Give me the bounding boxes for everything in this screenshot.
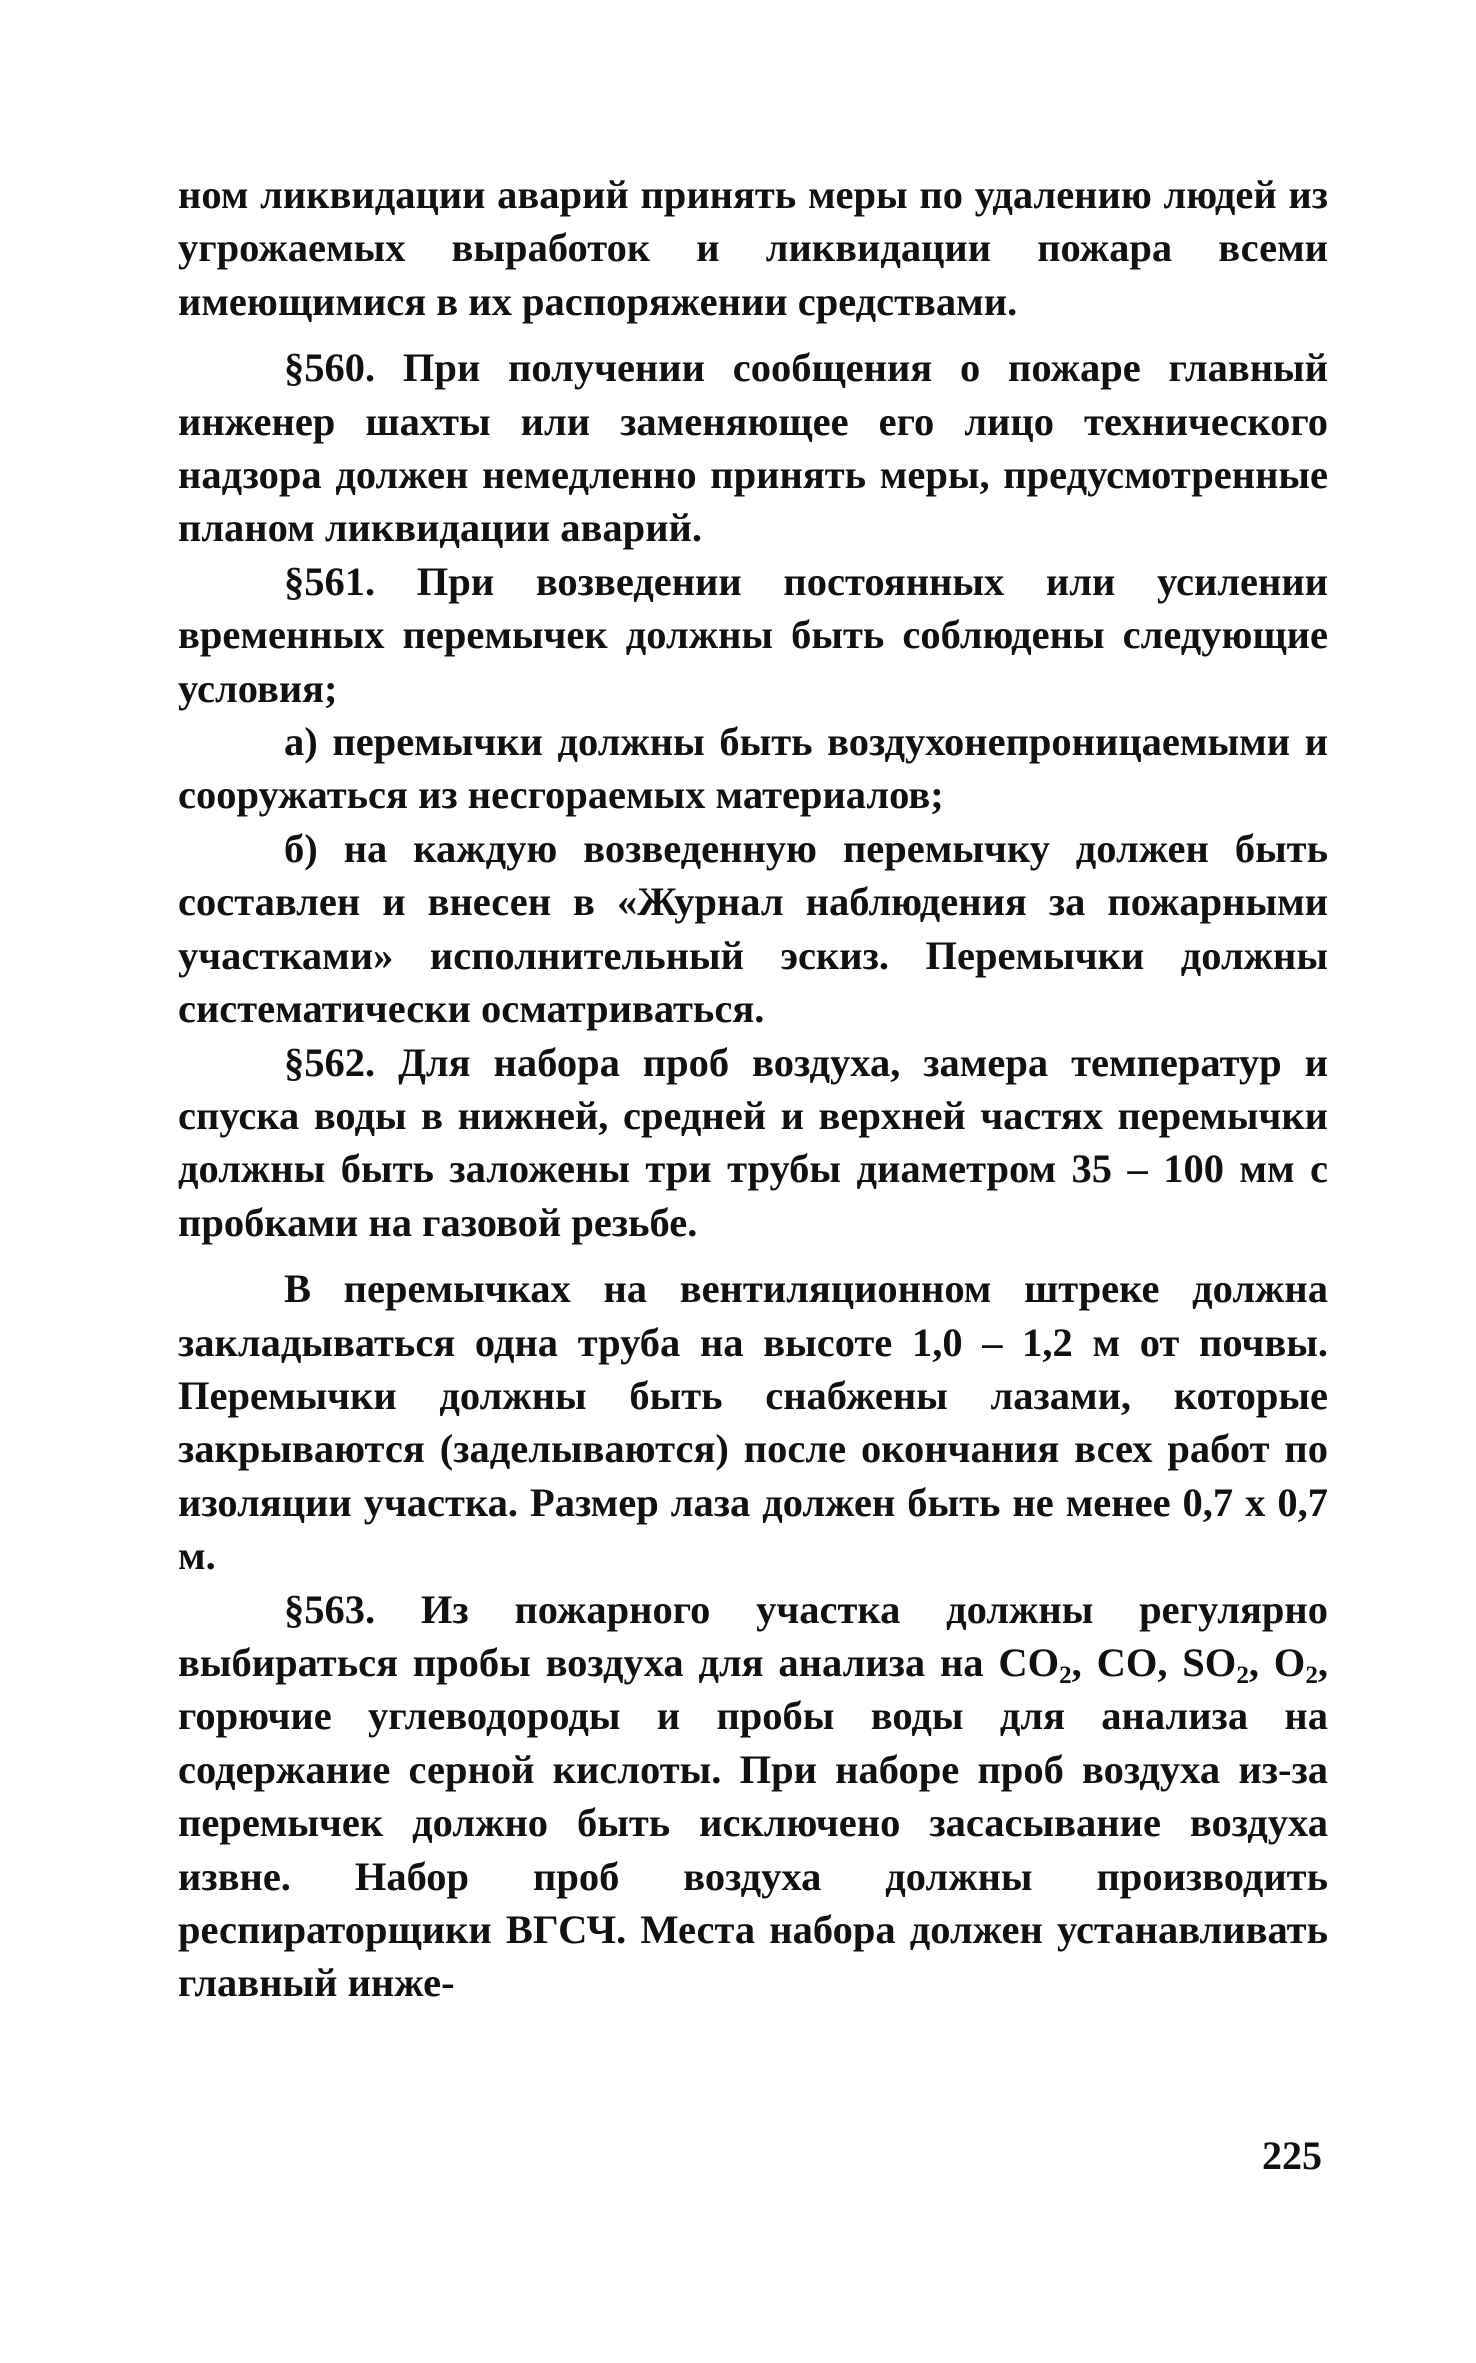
paragraph-560: §560. При получении сообщения о пожаре главный инженер шахты или заменяющее его лицо технического надзора должен немедленно принять меры, предусмотренные планом ликвидации аварий. <box>178 345 1328 551</box>
paragraph-562-continued: В перемычках на вентиляционном штреке должна закладываться одна труба на высоте 1,0 – 1,2 м от почвы. Перемычки должны быть снабжены лазами, которые закрываются (заделываются) после окончания всех работ по изоляции участка. Размер лаза должен быть не менее 0,7 х 0,7 м. <box>178 1266 1328 1579</box>
paragraph-563-part-b: , CO, SO <box>1071 1639 1237 1685</box>
paragraph-561-b: б) на каждую возведенную перемычку должен быть составлен и внесен в «Журнал наблюдения за пожарными участками» исполнительный эскиз. Перемычки должны систематически осматриваться. <box>178 825 1328 1032</box>
paragraph-563-part-d: , горючие углеводороды и пробы воды для анализа на содержание серной кислоты. При наборе проб воздуха из-за перемычек должно быть исключено засасывание воздуха извне. Набор проб воздуха должны производить респираторщики ВГСЧ. Места набора должен устанавливать главный инже- <box>178 1639 1328 2006</box>
paragraph-562: §562. Для набора проб воздуха, замера температур и спуска воды в нижней, средней и верхней частях перемычки должны быть заложены три трубы диаметром 35 – 100 мм с пробками на газовой резьбе. <box>178 1039 1328 1245</box>
paragraph-continuation: ном ликвидации аварий принять меры по удалению людей из угрожаемых выработок и ликвидации пожара всеми имеющимися в их распоряжении средствами. <box>178 172 1328 324</box>
subscript-co2: 2 <box>1059 1661 1072 1689</box>
page-number: 225 <box>1262 2133 1322 2178</box>
paragraph-563-part-c: , O <box>1248 1639 1306 1685</box>
paragraph-563-part-a: §563. Из пожарного участка должны регулярно выбираться пробы воздуха для анализа на CO <box>178 1586 1328 1685</box>
paragraph-561-a: а) перемычки должны быть воздухонепроницаемыми и сооружаться из несгораемых материалов; <box>178 719 1328 818</box>
subscript-so2: 2 <box>1236 1661 1249 1689</box>
paragraph-563 <box>178 1583 1328 2010</box>
subscript-o2: 2 <box>1305 1661 1318 1689</box>
paragraph-561: §561. При возведении постоянных или усилении временных перемычек должны быть соблюдены следующие условия; <box>178 558 1328 711</box>
body-text <box>178 168 1328 2010</box>
